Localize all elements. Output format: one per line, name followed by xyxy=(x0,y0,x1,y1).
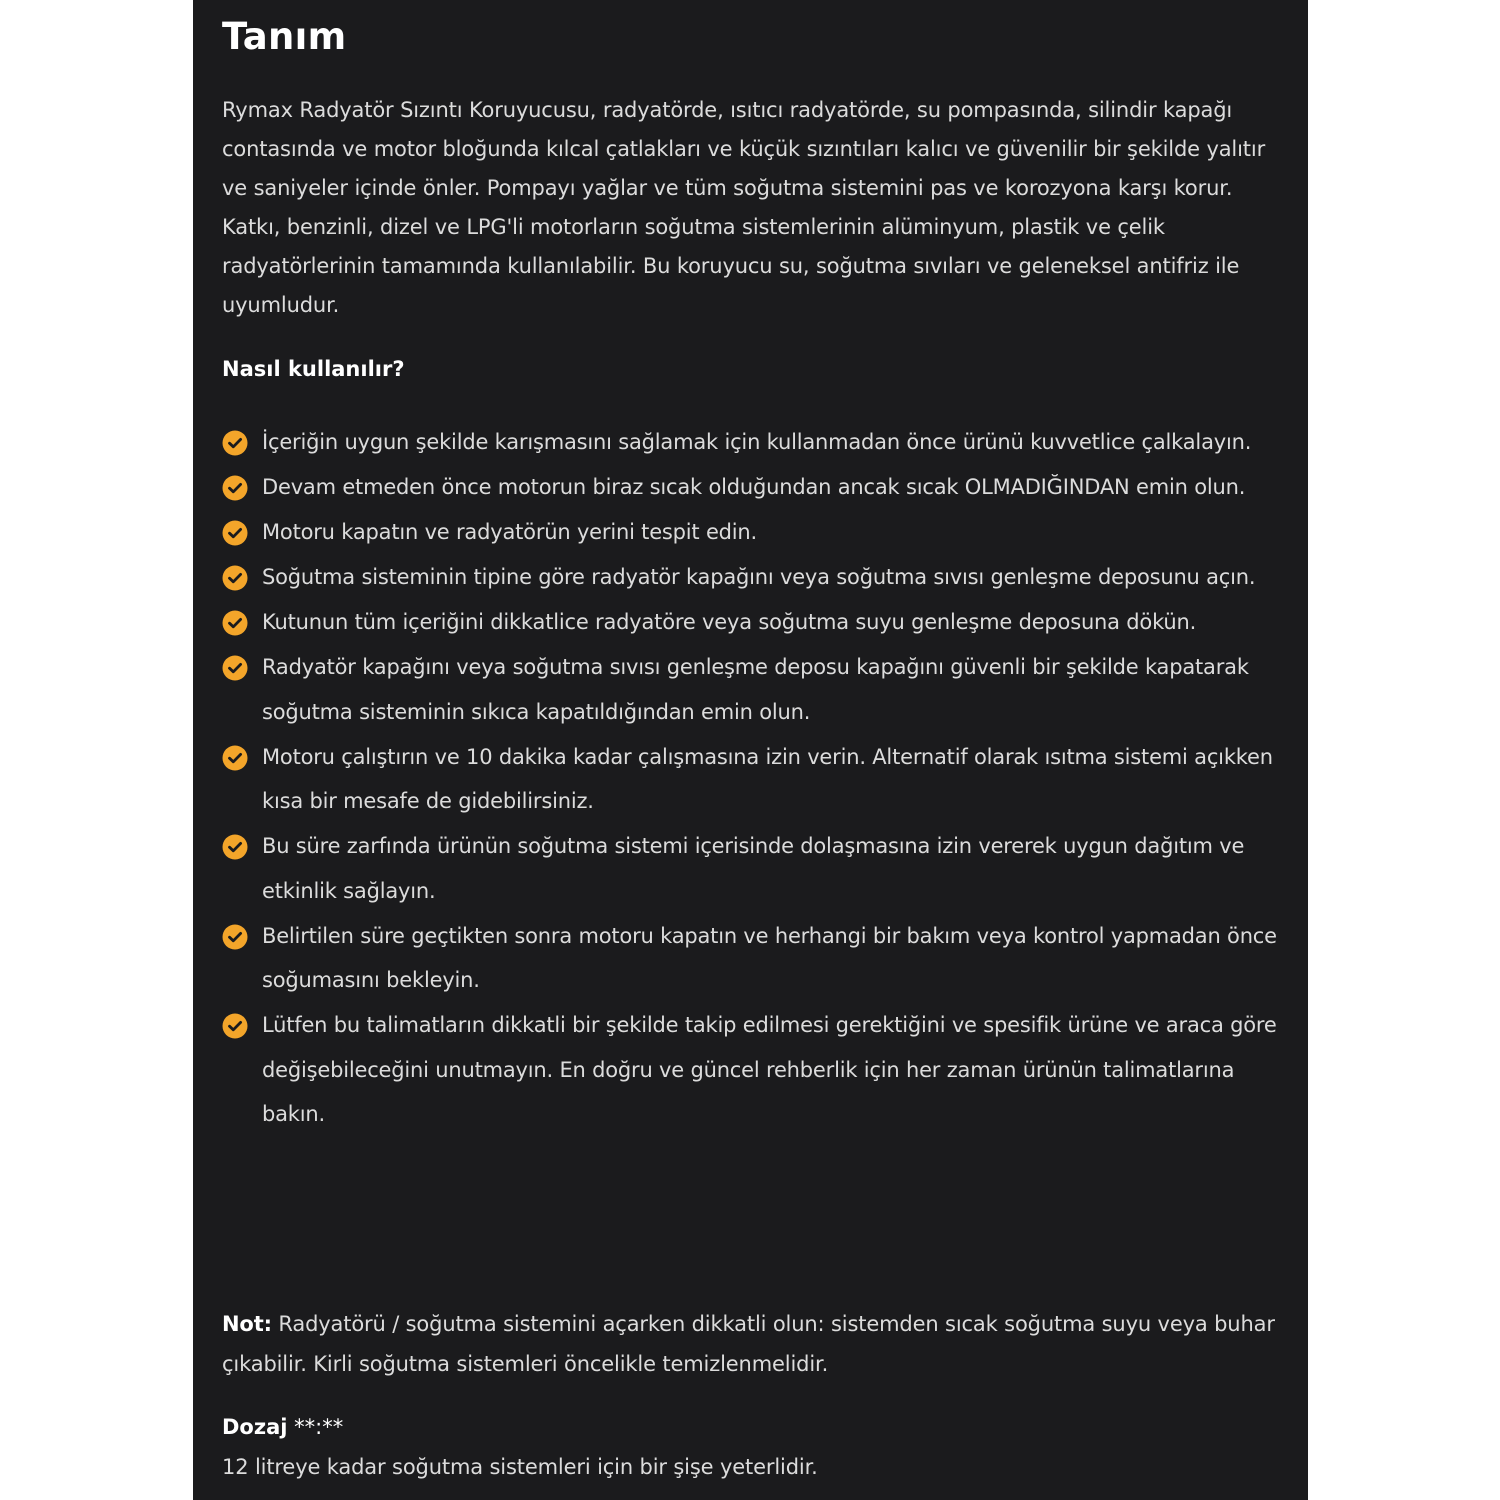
step-text: Belirtilen süre geçtikten sonra motoru kapatın ve herhangi bir bakım veya kontrol yapmadan önce soğumasını bekleyin. xyxy=(262,923,1277,992)
usage-steps-list xyxy=(222,420,1292,1137)
dosage-heading xyxy=(222,1408,343,1446)
check-circle-icon xyxy=(222,655,248,681)
list-item xyxy=(222,645,1292,734)
step-text: Soğutma sisteminin tipine göre radyatör kapağını veya soğutma sıvısı genleşme deposunu açın. xyxy=(262,565,1256,589)
check-circle-icon xyxy=(222,475,248,501)
step-text: Motoru çalıştırın ve 10 dakika kadar çalışmasına izin verin. Alternatif olarak ısıtma sistemi açıkken kısa bir mesafe de gidebilirsiniz. xyxy=(262,744,1273,813)
step-text: Bu süre zarfında ürünün soğutma sistemi içerisinde dolaşmasına izin vererek uygun dağıtım ve etkinlik sağlayın. xyxy=(262,834,1245,903)
check-circle-icon xyxy=(222,610,248,636)
note-paragraph xyxy=(222,1304,1282,1384)
list-item xyxy=(222,420,1292,465)
check-circle-icon xyxy=(222,565,248,591)
list-item xyxy=(222,1003,1292,1137)
check-circle-icon xyxy=(222,745,248,771)
list-item xyxy=(222,735,1292,824)
list-item xyxy=(222,600,1292,645)
list-item xyxy=(222,824,1292,913)
dosage-label: Dozaj xyxy=(222,1415,288,1439)
check-circle-icon xyxy=(222,924,248,950)
check-circle-icon xyxy=(222,520,248,546)
product-description-panel xyxy=(193,0,1308,1500)
note-label: Not: xyxy=(222,1312,272,1336)
list-item xyxy=(222,465,1292,510)
check-circle-icon xyxy=(222,430,248,456)
step-text: Kutunun tüm içeriğini dikkatlice radyatöre veya soğutma suyu genleşme deposuna dökün. xyxy=(262,610,1197,634)
step-text: Motoru kapatın ve radyatörün yerini tespit edin. xyxy=(262,520,758,544)
step-text: Radyatör kapağını veya soğutma sıvısı genleşme deposu kapağını güvenli bir şekilde kapatarak soğutma sisteminin sıkıca kapatıldığından emin olun. xyxy=(262,655,1249,724)
list-item xyxy=(222,555,1292,600)
step-text: Lütfen bu talimatların dikkatli bir şekilde takip edilmesi gerektiğini ve spesifik ürüne ve araca göre değişebileceğini unutmayın. En doğru ve güncel rehberlik için her zaman ürünün talimatlarına bakın. xyxy=(262,1013,1277,1126)
description-text: Rymax Radyatör Sızıntı Koruyucusu, radyatörde, ısıtıcı radyatörde, su pompasında, silindir kapağı contasında ve motor bloğunda kılcal çatlakları ve küçük sızıntıları kalıcı ve güvenilir bir şekilde yalıtır ve saniyeler içinde önler. Pompayı yağlar ve tüm soğutma sistemini pas ve korozyona karşı korur. Katkı, benzinli, dizel ve LPG'li motorların soğutma sistemlerinin alüminyum, plastik ve çelik radyatörlerinin tamamında kullanılabilir. Bu koruyucu su, soğutma sıvıları ve geleneksel antifriz ile uyumludur. xyxy=(222,98,1266,317)
step-text: Devam etmeden önce motorun biraz sıcak olduğundan ancak sıcak OLMADIĞINDAN emin olun. xyxy=(262,475,1246,499)
check-circle-icon xyxy=(222,1013,248,1039)
note-text: Radyatörü / soğutma sistemini açarken dikkatli olun: sistemden sıcak soğutma suyu veya buhar çıkabilir. Kirli soğutma sistemleri öncelikle temizlenmelidir. xyxy=(222,1312,1275,1376)
howto-heading: Nasıl kullanılır? xyxy=(222,357,405,381)
check-circle-icon xyxy=(222,834,248,860)
section-title: Tanım xyxy=(222,15,347,58)
step-text: İçeriğin uygun şekilde karışmasını sağlamak için kullanmadan önce ürünü kuvvetlice çalkalayın. xyxy=(262,430,1252,454)
list-item xyxy=(222,914,1292,1003)
dosage-text: 12 litreye kadar soğutma sistemleri için bir şişe yeterlidir. xyxy=(222,1455,818,1479)
list-item xyxy=(222,510,1292,555)
dosage-stars: **:** xyxy=(287,1415,344,1439)
